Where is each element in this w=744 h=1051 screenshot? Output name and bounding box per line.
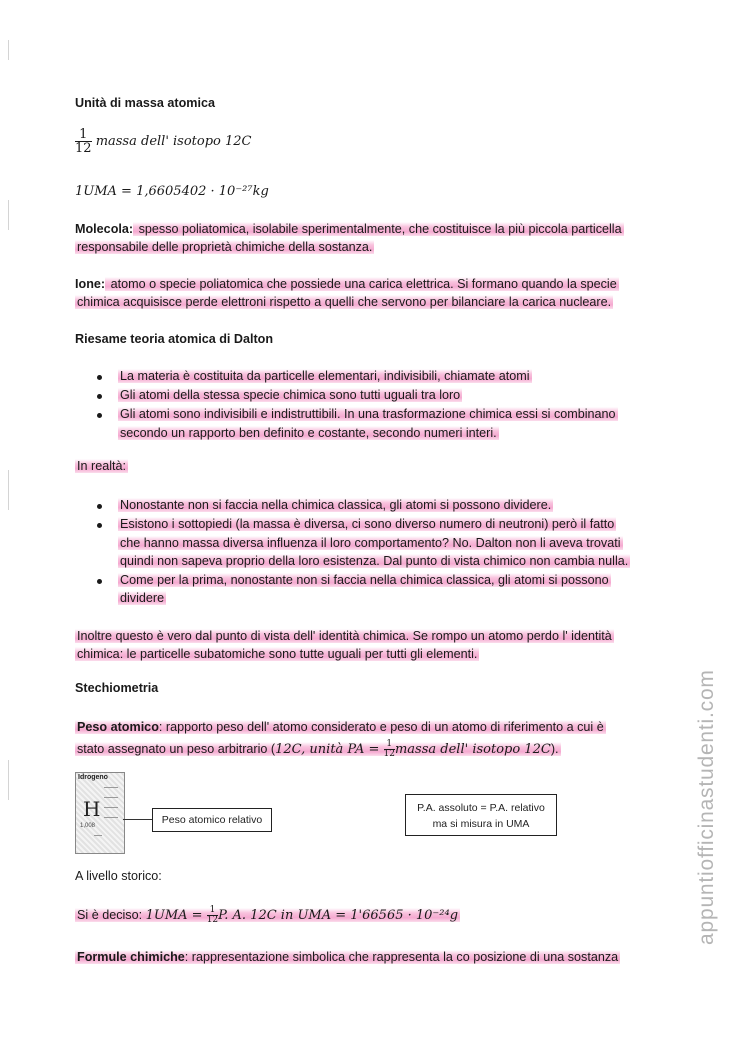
peso-atomico-math: 12C, unità PA = xyxy=(275,742,384,757)
peso-atomico-close: ). xyxy=(550,742,559,756)
bullet-dot xyxy=(97,375,102,380)
peso-atomico-highlight xyxy=(75,720,606,734)
callout-peso-atomico-relativo xyxy=(152,808,272,832)
bullet-dot xyxy=(97,413,102,418)
realta-bullet-3 xyxy=(118,572,611,589)
formule-highlight xyxy=(75,950,620,964)
molecola-text-1: spesso poliatomica, isolabile sperimentalmente, che costituisce la più piccola particella xyxy=(135,222,622,236)
hydrogen-element-card xyxy=(75,772,125,854)
peso-atomico-label: Peso atomico xyxy=(77,720,159,734)
dalton-bullet-3-cont xyxy=(118,425,499,442)
bullet-dot xyxy=(97,523,102,528)
fraction xyxy=(384,740,395,759)
uma-value: 1UMA = 1,6605402 · 10⁻²⁷kg xyxy=(75,184,269,199)
in-realta xyxy=(75,458,128,475)
peso-atomico-math-end: massa dell' isotopo 12C xyxy=(394,742,551,757)
molecola-line-1 xyxy=(75,221,624,238)
realta-bullet-2-cont xyxy=(118,535,623,552)
card-tick xyxy=(104,787,118,788)
watermark: appuntiofficinastudenti.com xyxy=(695,669,718,945)
ione-line-2 xyxy=(75,294,613,311)
formule-text: : rappresentazione simbolica che rappresenta la co posizione di una sostanza xyxy=(184,950,619,964)
si-e-deciso-text: Si è deciso: xyxy=(77,908,146,922)
heading-dalton: Riesame teoria atomica di Dalton xyxy=(75,332,274,346)
realta-bullet-2 xyxy=(118,516,616,533)
card-tick xyxy=(104,817,118,818)
scan-mark xyxy=(8,200,9,230)
peso-atomico-text-1: : rapporto peso dell' atomo considerato e peso di un atomo di riferimento a cui è xyxy=(158,720,604,734)
molecola-label: Molecola: xyxy=(75,222,134,236)
bullet-dot xyxy=(97,504,102,509)
realta-bullet-text: che hanno massa diversa influenza il loro comportamento? No. Dalton non li aveva trovati xyxy=(120,536,621,550)
scan-mark xyxy=(8,760,9,800)
scan-mark xyxy=(8,470,9,510)
card-tick xyxy=(104,807,118,808)
element-mass: 1,008 xyxy=(80,823,96,829)
realta-bullet-text: quindi non sapeva proprio della loro esistenza. Dal punto di vista chimico non cambia nulla. xyxy=(120,554,629,568)
scan-mark xyxy=(8,40,9,60)
si-e-deciso-math-b: P. A. 12C in UMA = 1'66565 · 10⁻²⁴g xyxy=(218,908,459,923)
dalton-bullet-2 xyxy=(118,387,462,404)
ione-line-1 xyxy=(75,276,619,293)
peso-atomico-line-2 xyxy=(75,740,561,759)
molecola-line-2 xyxy=(75,239,374,256)
heading-stechiometria: Stechiometria xyxy=(75,681,159,695)
livello-storico: A livello storico: xyxy=(75,869,162,883)
fraction xyxy=(207,906,218,925)
realta-bullet-text: Nonostante non si faccia nella chimica classica, gli atomi si possono dividere. xyxy=(120,498,552,512)
realta-bullet-text: Esistono i sottopiedi (la massa è diversa, ci sono diverso numero di neutroni) però il fatto xyxy=(120,517,615,531)
inoltre-line-1 xyxy=(75,628,614,645)
realta-bullet-text: Come per la prima, nonostante non si faccia nella chimica classica, gli atomi si possono xyxy=(120,573,609,587)
formule-label: Formule chimiche xyxy=(77,950,185,964)
si-e-deciso-math-a: 1UMA = xyxy=(145,908,207,923)
dalton-bullet-text: Gli atomi della stessa specie chimica sono tutti uguali tra loro xyxy=(120,388,461,402)
fraction xyxy=(75,128,92,155)
ione-label: Ione: xyxy=(75,277,106,291)
ione-text-1: atomo o specie poliatomica che possiede una carica elettrica. Si formano quando la specie xyxy=(107,277,617,291)
pa-note-line-1: P.A. assoluto = P.A. relativo xyxy=(417,802,545,814)
bullet-dot xyxy=(97,579,102,584)
pa-note-box xyxy=(405,794,557,836)
pa-note-line-2: ma si misura in UMA xyxy=(432,818,530,830)
formule-line xyxy=(75,949,620,966)
fraction-denominator: 12 xyxy=(206,915,219,926)
callout-connector xyxy=(123,819,152,820)
fraction-denominator: 12 xyxy=(383,749,395,760)
fraction-numerator: 1 xyxy=(207,906,218,916)
uma-definition xyxy=(75,128,252,155)
callout-label: Peso atomico relativo xyxy=(161,814,263,826)
card-tick xyxy=(94,835,102,836)
dalton-bullet-1 xyxy=(118,368,532,385)
bullet-dot xyxy=(97,394,102,399)
dalton-bullet-3 xyxy=(118,406,618,423)
element-name: Idrogeno xyxy=(78,774,108,781)
dalton-bullet-text: Gli atomi sono indivisibili e indistruttibili. In una trasformazione chimica essi si combinano xyxy=(120,407,616,421)
si-e-deciso-line xyxy=(75,905,460,926)
peso-atomico-highlight-2 xyxy=(75,739,561,760)
molecola-text-2: responsabile delle proprietà chimiche della sostanza. xyxy=(77,240,373,254)
element-symbol: H xyxy=(83,797,101,821)
peso-atomico-line-1 xyxy=(75,719,606,736)
dalton-bullet-text: La materia è costituita da particelle elementari, indivisibili, chiamate atomi xyxy=(120,369,530,383)
realta-bullet-text: dividere xyxy=(120,591,165,605)
fraction-numerator: 1 xyxy=(75,128,92,142)
realta-bullet-2-cont xyxy=(118,553,630,570)
card-tick xyxy=(104,797,118,798)
uma-definition-text: massa dell' isotopo 12C xyxy=(95,134,252,149)
realta-bullet-1 xyxy=(118,497,553,514)
si-e-deciso-highlight xyxy=(75,905,460,926)
inoltre-text-1: Inoltre questo è vero dal punto di vista dell' identità chimica. Se rompo un atomo perdo l' identità xyxy=(77,629,612,643)
realta-bullet-3-cont xyxy=(118,590,166,607)
fraction-denominator: 12 xyxy=(75,141,92,156)
in-realta-text: In realtà: xyxy=(77,459,127,473)
inoltre-line-2 xyxy=(75,646,479,663)
fraction-numerator: 1 xyxy=(384,740,395,750)
peso-atomico-text-2: stato assegnato un peso arbitrario ( xyxy=(77,742,276,756)
ione-text-2: chimica acquisisce perde elettroni rispetto a quelli che servono per bilanciare la carica nucleare. xyxy=(77,295,612,309)
heading-uma: Unità di massa atomica xyxy=(75,96,215,110)
dalton-bullet-text: secondo un rapporto ben definito e costante, secondo numeri interi. xyxy=(120,426,497,440)
inoltre-text-2: chimica: le particelle subatomiche sono tutte uguali per tutti gli elementi. xyxy=(77,647,478,661)
